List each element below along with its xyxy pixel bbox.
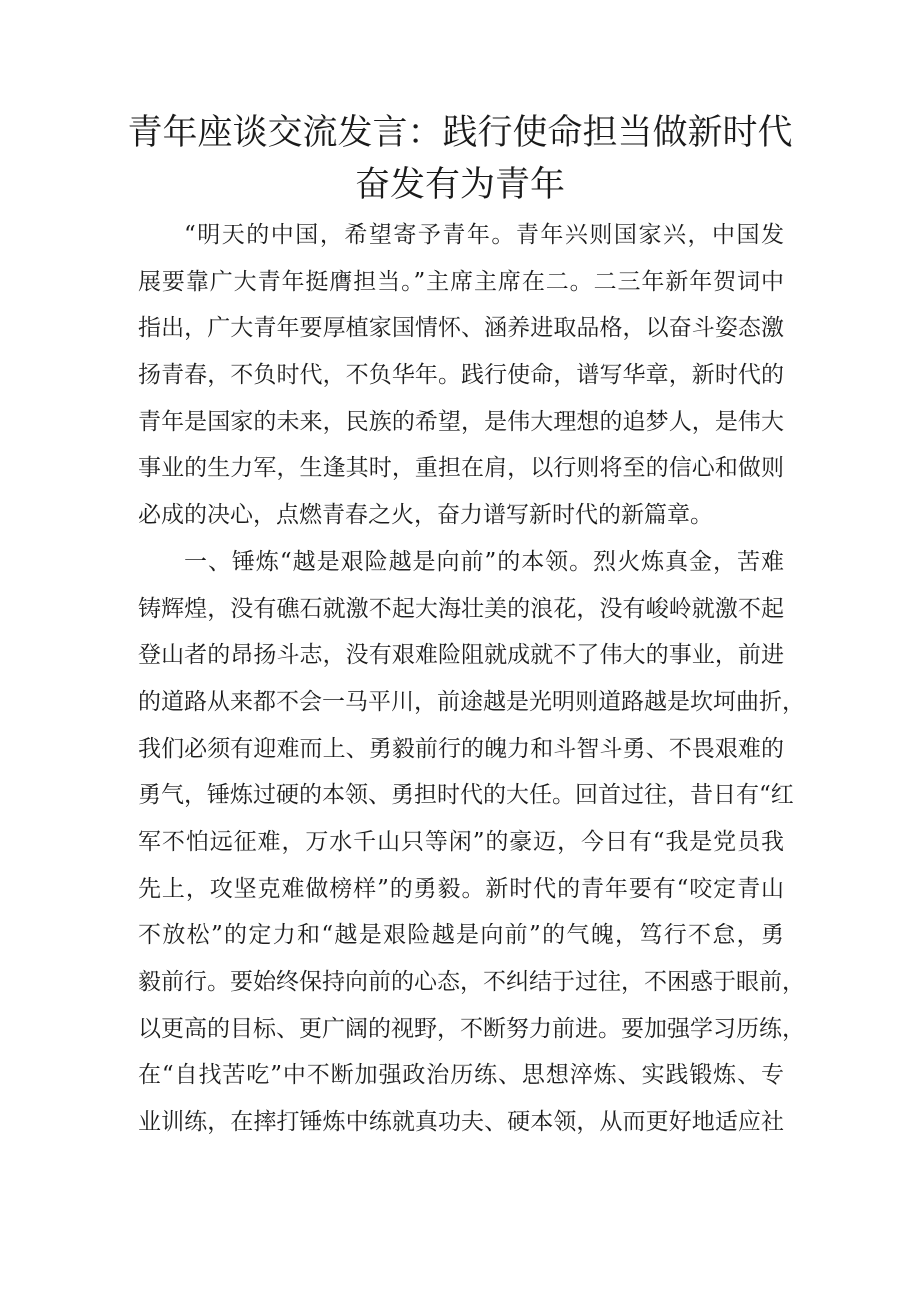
paragraph-line: 业训练，在摔打锤炼中练就真功夫、硬本领，从而更好地适应社 [138, 1109, 784, 1136]
paragraph-line: 展要靠广大青年挺膺担当。”主席主席在二。二三年新年贺词中 [138, 268, 784, 295]
paragraph-line: “明天的中国，希望寄予青年。青年兴则国家兴，中国发 [184, 222, 784, 248]
paragraph-2 [138, 539, 805, 1146]
paragraph-line: 先上，攻坚克难做榜样”的勇毅。新时代的青年要有“咬定青山 [138, 875, 784, 902]
paragraph-line: 以更高的目标、更广阔的视野，不断努力前进。要加强学习历练， [138, 1015, 805, 1042]
paragraph-line: 勇气，锤炼过硬的本领、勇担时代的大任。回首过往，昔日有“红 [138, 782, 794, 809]
paragraph-line: 事业的生力军，生逢其时，重担在肩，以行则将至的信心和做则 [138, 455, 784, 482]
paragraph-line: 在“自找苦吃”中不断加强政治历练、思想淬炼、实践锻炼、专 [138, 1062, 784, 1089]
paragraph-1 [138, 212, 784, 539]
paragraph-line: 的道路从来都不会一马平川，前途越是光明则道路越是坎坷曲折， [138, 688, 805, 715]
document-body [138, 212, 805, 1146]
paragraph-line: 指出，广大青年要厚植家国情怀、涵养进取品格，以奋斗姿态激 [138, 315, 784, 342]
paragraph-line: 必成的决心，点燃青春之火，奋力谱写新时代的新篇章。 [138, 502, 713, 529]
paragraph-line: 扬青春，不负时代，不负华年。践行使命，谱写华章，新时代的 [138, 362, 784, 389]
paragraph-line: 青年是国家的未来，民族的希望，是伟大理想的追梦人，是伟大 [138, 408, 784, 435]
paragraph-line: 不放松”的定力和“越是艰险越是向前”的气魄，笃行不怠，勇 [138, 922, 784, 949]
paragraph-line: 登山者的昂扬斗志，没有艰难险阻就成就不了伟大的事业，前进 [138, 642, 784, 669]
paragraph-line: 铸辉煌，没有礁石就激不起大海壮美的浪花，没有峻岭就激不起 [138, 595, 784, 622]
document-title-line-2: 奋发有为青年 [354, 165, 565, 205]
paragraph-line: 毅前行。要始终保持向前的心态，不纠结于过往，不困惑于眼前， [138, 969, 805, 995]
paragraph-line: 一、锤炼“越是艰险越是向前”的本领。烈火炼真金，苦难 [184, 548, 784, 575]
paragraph-line: 我们必须有迎难而上、勇毅前行的魄力和斗智斗勇、不畏艰难的 [138, 735, 784, 762]
document-title-line-1: 青年座谈交流发言：践行使命担当做新时代 [127, 113, 793, 153]
paragraph-line: 军不怕远征难，万水千山只等闲”的豪迈，今日有“我是党员我 [138, 828, 784, 855]
